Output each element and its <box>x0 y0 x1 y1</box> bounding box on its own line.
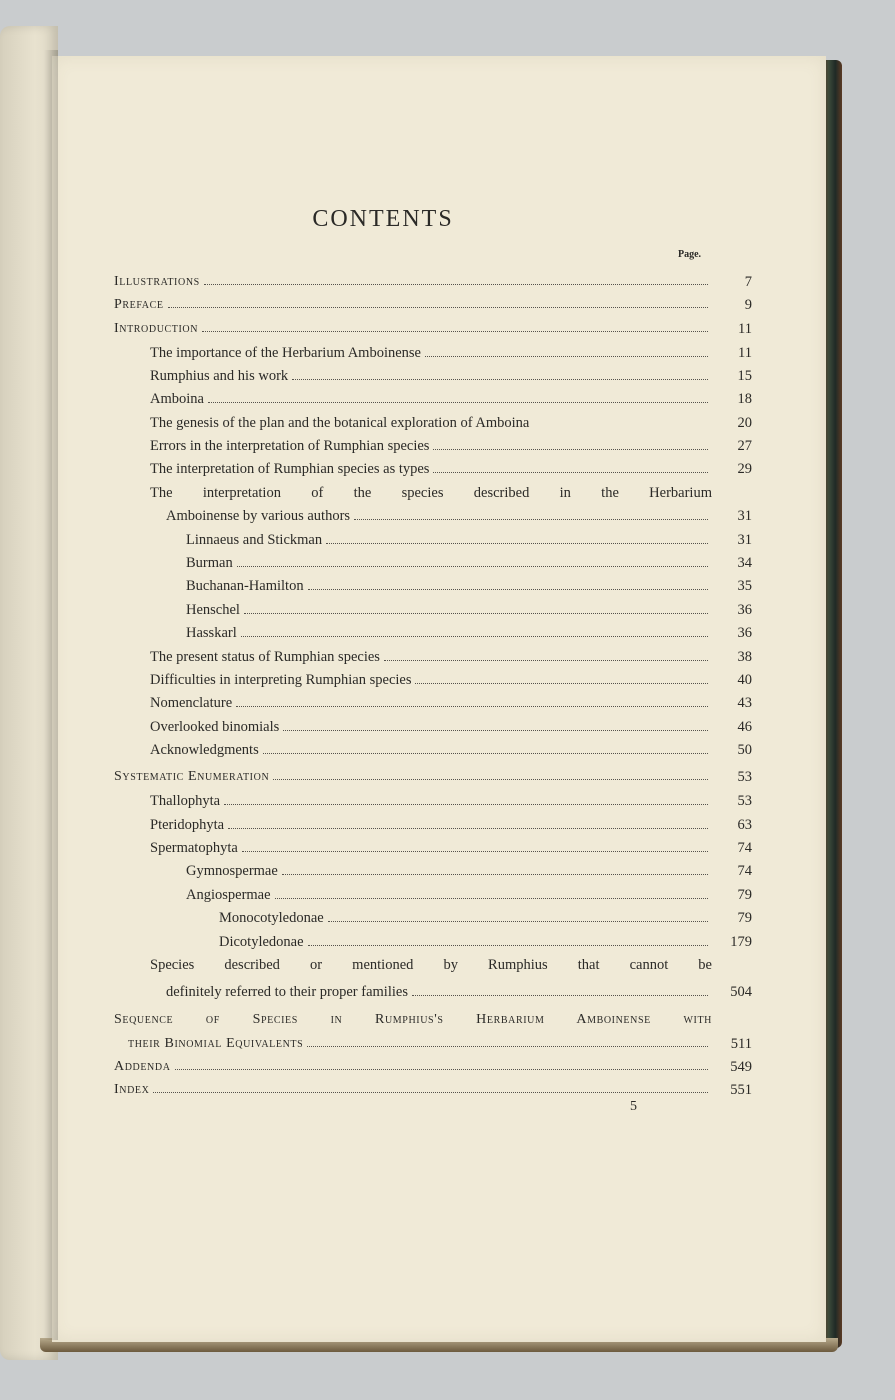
dot-leader <box>204 284 708 285</box>
dot-leader <box>228 828 708 829</box>
dot-leader <box>208 402 708 403</box>
toc-entry <box>150 649 752 669</box>
dot-leader <box>153 1092 708 1093</box>
toc-entry <box>186 887 752 907</box>
toc-entry-page: 11 <box>738 321 752 337</box>
toc-entry <box>219 910 752 930</box>
toc-entry-label: Difficulties in interpreting Rumphian species <box>150 672 412 688</box>
toc-entry-label: Overlooked binomials <box>150 719 280 735</box>
toc-entry <box>150 391 752 411</box>
toc-entry <box>166 508 752 528</box>
toc-entry-page: 7 <box>744 274 752 290</box>
toc-entry-page: 504 <box>730 984 752 1000</box>
toc-entry-page: 53 <box>737 793 752 809</box>
toc-entry <box>186 625 752 645</box>
toc-entry-label: definitely referred to their proper families <box>166 984 408 1000</box>
toc-entry-label: Buchanan-Hamilton <box>186 578 304 594</box>
dot-leader <box>412 995 708 996</box>
contents-page <box>52 56 826 1342</box>
toc-entry <box>114 321 752 341</box>
dot-leader <box>307 1046 708 1047</box>
dot-leader <box>326 543 708 544</box>
toc-entry <box>150 793 752 813</box>
toc-entry-page: 38 <box>737 649 752 665</box>
toc-entry <box>186 863 752 883</box>
toc-entry <box>150 957 712 977</box>
toc-entry <box>186 555 752 575</box>
page-title: CONTENTS <box>312 206 454 232</box>
dot-leader <box>433 449 708 450</box>
toc-entry <box>114 1082 752 1102</box>
toc-entry-label: Sequence of Species in Rumphius's Herbarium Amboinense with <box>114 1012 712 1027</box>
toc-entry-label: The genesis of the plan and the botanical exploration of Amboina <box>150 415 530 431</box>
toc-entry-label: The interpretation of Rumphian species as types <box>150 461 430 477</box>
toc-entry-page: 43 <box>737 695 752 711</box>
toc-entry-label: Thallophyta <box>150 793 221 809</box>
toc-entry-page: 74 <box>737 840 752 856</box>
dot-leader <box>384 660 708 661</box>
toc-entry-page: 11 <box>738 345 752 361</box>
dot-leader <box>415 683 708 684</box>
toc-entry-label: Dicotyledonae <box>219 934 304 950</box>
toc-entry-label: Amboina <box>150 391 204 407</box>
toc-entry <box>150 672 752 692</box>
toc-entry <box>114 769 752 789</box>
toc-entry-page: 36 <box>737 625 752 641</box>
dot-leader <box>236 706 708 707</box>
page-column-header: Page. <box>678 249 702 260</box>
dot-leader <box>354 519 708 520</box>
toc-entry <box>150 719 752 739</box>
toc-entry-page: 549 <box>730 1059 752 1075</box>
toc-entry <box>150 817 752 837</box>
toc-entry <box>186 578 752 598</box>
toc-entry-page: 18 <box>737 391 752 407</box>
toc-entry-page: 74 <box>737 863 752 879</box>
toc-entry-label: Illustrations <box>114 274 200 289</box>
dot-leader <box>244 613 708 614</box>
toc-entry <box>150 368 752 388</box>
gutter-shadow <box>44 50 58 1340</box>
toc-entry-page: 9 <box>744 297 752 313</box>
dot-leader <box>433 472 708 473</box>
dot-leader <box>425 356 708 357</box>
dot-leader <box>328 921 708 922</box>
toc-entry-page: 27 <box>737 438 752 454</box>
toc-entry <box>186 532 752 552</box>
toc-entry <box>150 742 752 762</box>
toc-entry <box>150 345 752 365</box>
toc-entry-page: 79 <box>737 910 752 926</box>
toc-entry-page: 36 <box>737 602 752 618</box>
toc-entry-label: Angiospermae <box>186 887 271 903</box>
dot-leader <box>308 945 708 946</box>
toc-entry-label: Errors in the interpretation of Rumphian species <box>150 438 430 454</box>
toc-entry <box>114 297 752 317</box>
toc-entry-label: Spermatophyta <box>150 840 238 856</box>
toc-entry-label: Addenda <box>114 1059 171 1074</box>
toc-entry-label: Index <box>114 1082 150 1097</box>
toc-entry-label: Gymnospermae <box>186 863 278 879</box>
dot-leader <box>292 379 708 380</box>
toc-entry-label: Amboinense by various authors <box>166 508 351 524</box>
toc-entry-page: 46 <box>737 719 752 735</box>
toc-entry-label: Hasskarl <box>186 625 237 641</box>
dot-leader <box>242 851 708 852</box>
toc-entry-page: 29 <box>737 461 752 477</box>
dot-leader <box>282 874 708 875</box>
dot-leader <box>175 1069 708 1070</box>
toc-entry <box>128 1036 752 1056</box>
toc-entry <box>150 695 752 715</box>
toc-entry-page: 15 <box>737 368 752 384</box>
toc-entry-label: The importance of the Herbarium Amboinense <box>150 345 421 361</box>
toc-entry-label: Introduction <box>114 321 199 336</box>
toc-entry-label: Acknowledgments <box>150 742 259 758</box>
toc-entry-page: 511 <box>730 1036 752 1052</box>
toc-entry-page: 50 <box>737 742 752 758</box>
toc-entry <box>166 984 752 1004</box>
toc-entry-label: The interpretation of the species described in the Herbarium <box>150 485 712 501</box>
toc-entry-page: 40 <box>737 672 752 688</box>
toc-entry <box>114 1059 752 1079</box>
toc-entry-page: 179 <box>730 934 752 950</box>
dot-leader <box>237 566 708 567</box>
toc-entry-label: Species described or mentioned by Rumphius that cannot be <box>150 957 712 973</box>
toc-entry-page: 551 <box>730 1082 752 1098</box>
toc-entry <box>150 485 712 505</box>
toc-entry-label: Linnaeus and Stickman <box>186 532 323 548</box>
toc-entry <box>219 934 752 954</box>
toc-entry-label: Pteridophyta <box>150 817 225 833</box>
toc-entry-label: Preface <box>114 297 164 312</box>
toc-entry-page: 34 <box>737 555 752 571</box>
toc-entry-label: Systematic Enumeration <box>114 769 270 784</box>
dot-leader <box>202 331 708 332</box>
toc-entry-page: 79 <box>737 887 752 903</box>
toc-entry-label: Henschel <box>186 602 240 618</box>
toc-entry-page: 31 <box>737 508 752 524</box>
toc-entry-label: Burman <box>186 555 233 571</box>
toc-entry-label: Rumphius and his work <box>150 368 289 384</box>
toc-entry-label: their Binomial Equivalents <box>128 1036 304 1051</box>
toc-entry <box>114 274 752 294</box>
toc-entry-page: 31 <box>737 532 752 548</box>
toc-entry <box>150 840 752 860</box>
dot-leader <box>275 898 708 899</box>
toc-entry-page: 63 <box>737 817 752 833</box>
toc-entry-page: 53 <box>737 769 752 785</box>
toc-entry-page: 35 <box>737 578 752 594</box>
toc-entry <box>150 438 752 458</box>
toc-entry <box>150 461 752 481</box>
dot-leader <box>241 636 708 637</box>
toc-entry-label: Monocotyledonae <box>219 910 324 926</box>
page-number: 5 <box>630 1099 637 1114</box>
toc-entry <box>186 602 752 622</box>
toc-entry <box>150 415 752 435</box>
dot-leader <box>283 730 708 731</box>
toc-entry-page: 20 <box>737 415 752 431</box>
toc-entry <box>114 1012 712 1032</box>
dot-leader <box>168 307 708 308</box>
dot-leader <box>263 753 708 754</box>
dot-leader <box>273 779 708 780</box>
dot-leader <box>308 589 708 590</box>
toc-entry-label: Nomenclature <box>150 695 233 711</box>
toc-entry-label: The present status of Rumphian species <box>150 649 380 665</box>
dot-leader <box>224 804 708 805</box>
